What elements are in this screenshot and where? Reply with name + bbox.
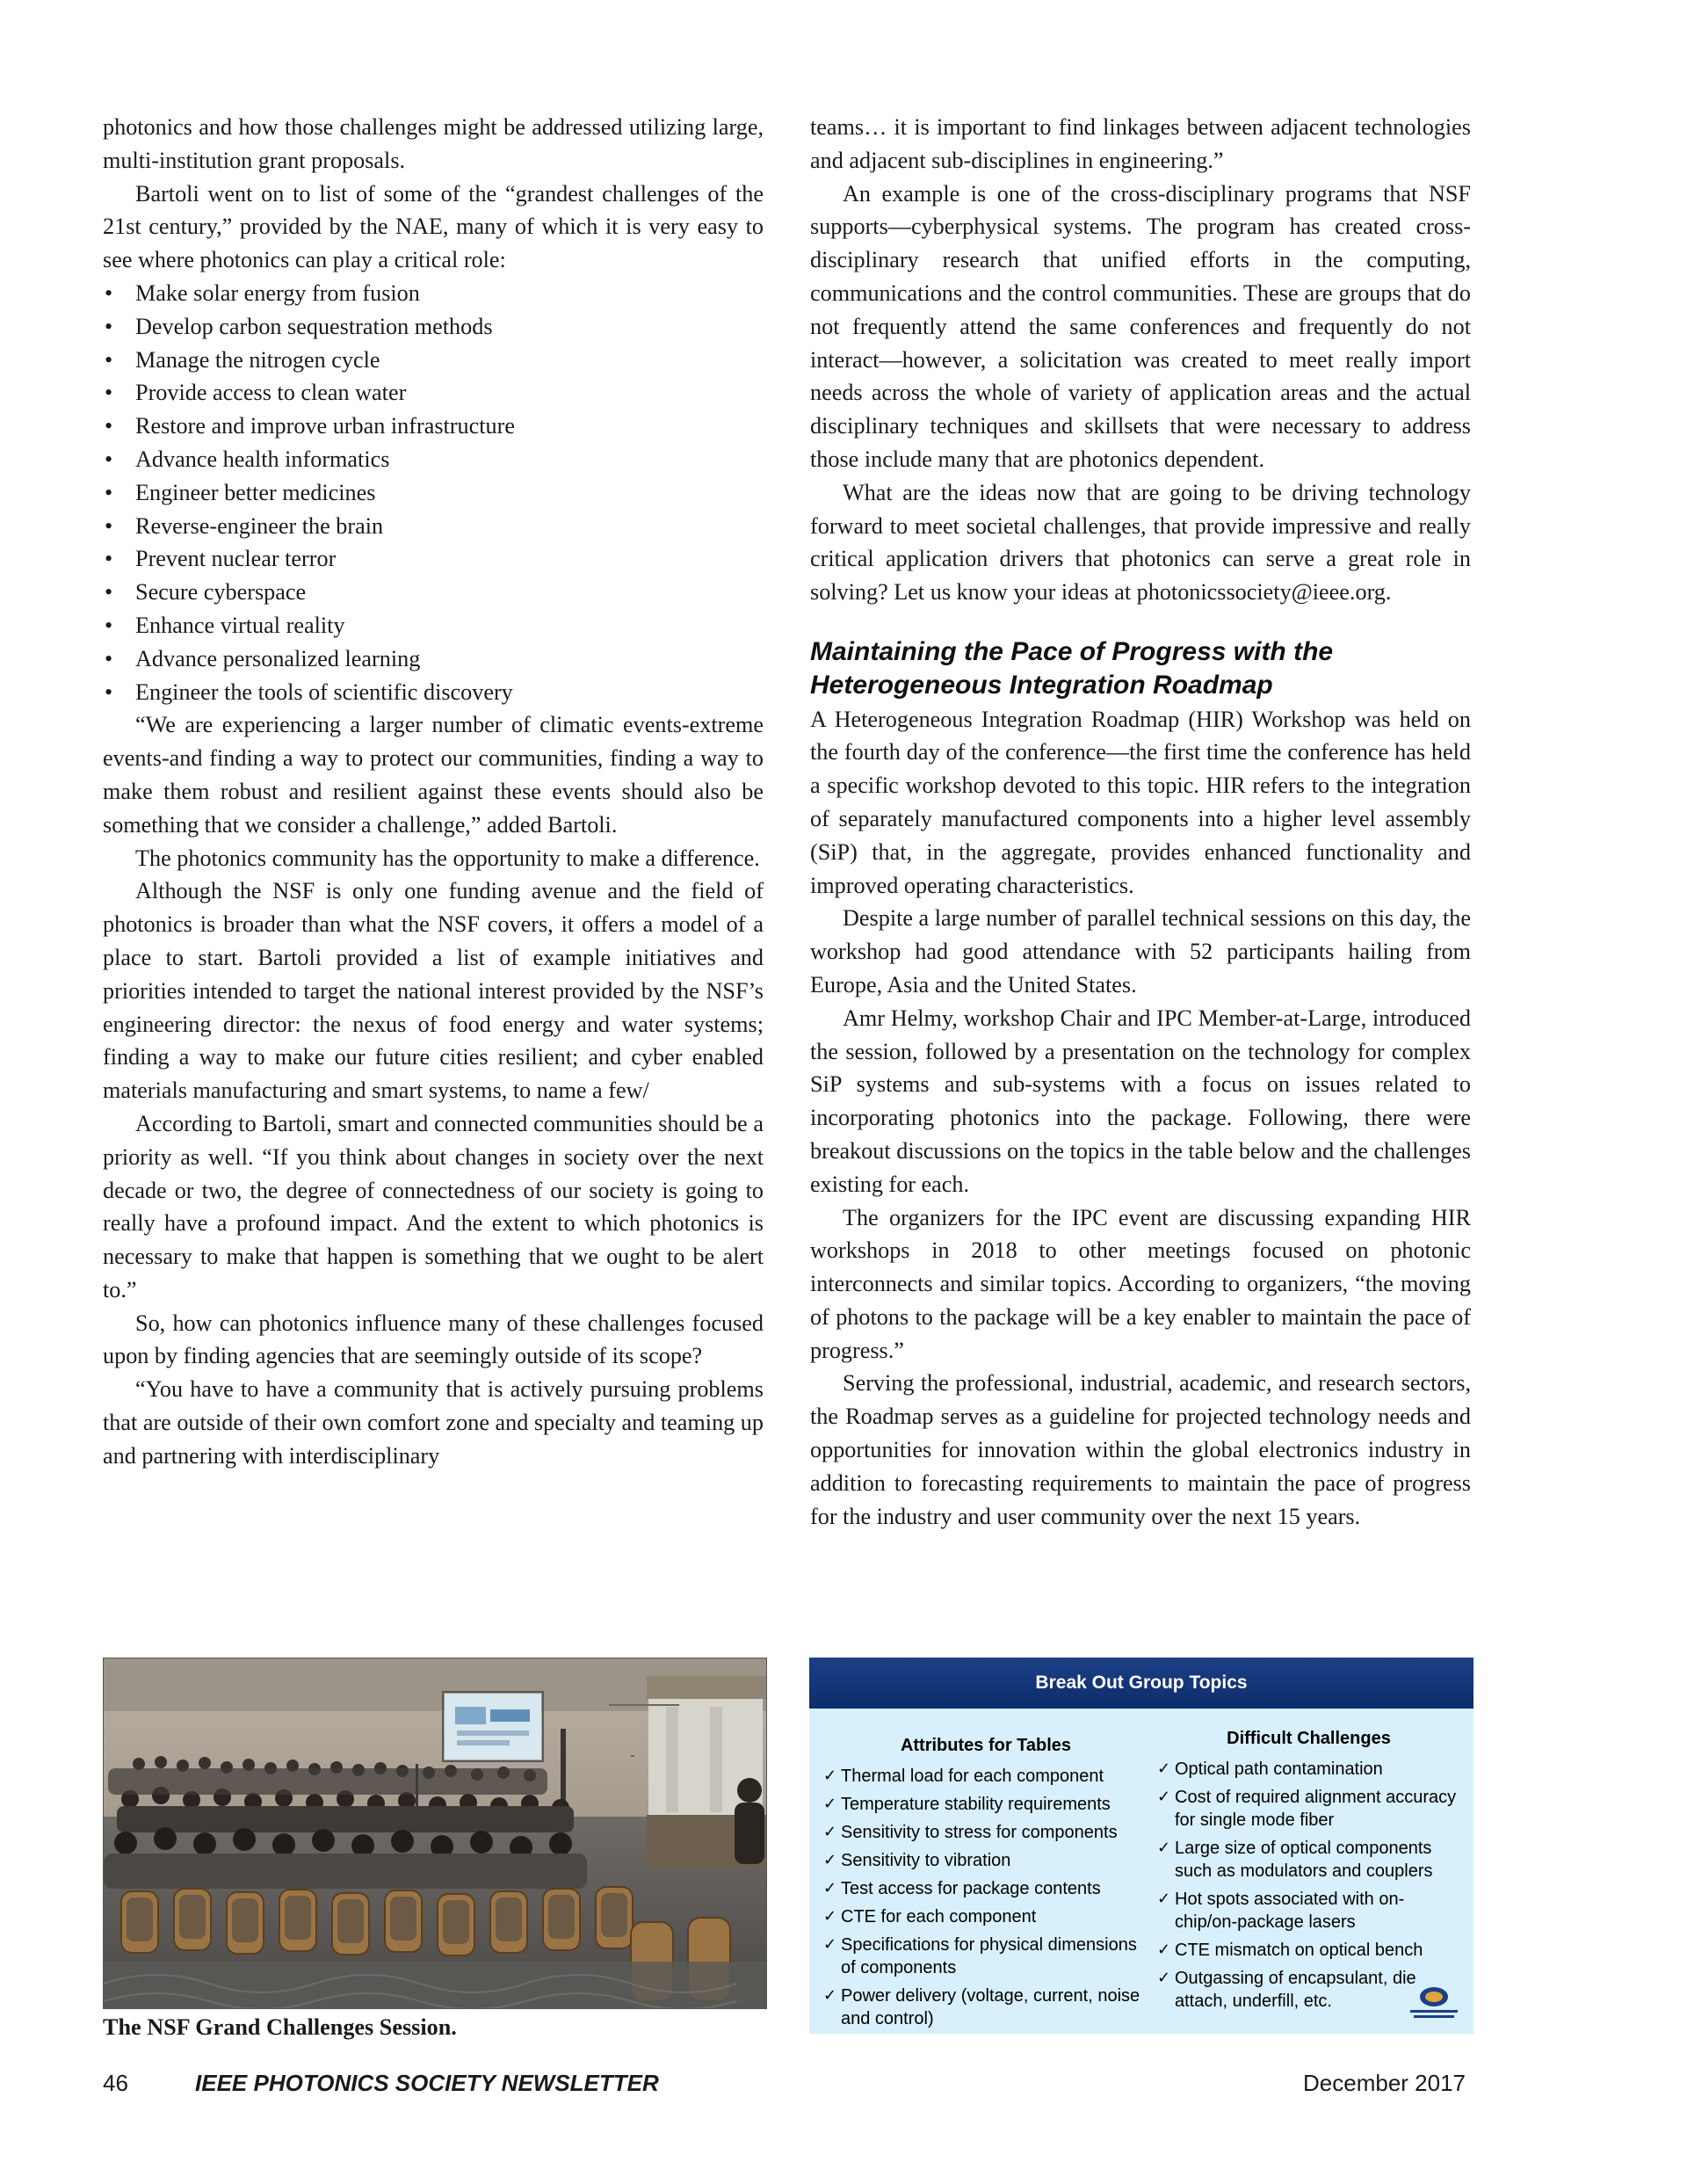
right-column	[810, 111, 1471, 1533]
paragraph: The organizers for the IPC event are discussing expanding HIR workshops in 2018 to other meetings focused on photonic interconnects and similar topics. According to organizers, “the moving of photons to the package will be a key enabler to maintain the pace of progress.”	[810, 1204, 1471, 1363]
paragraph: The photonics community has the opportunity to make a difference.	[135, 845, 760, 871]
list-item: • Provide access to clean water	[103, 376, 764, 410]
list-item: • Reverse-engineer the brain	[103, 510, 764, 543]
paragraph: Although the NSF is only one funding avenue and the field of photonics is broader than what the NSF covers, it offers a model of a place to start. Bartoli provided a list of example initiatives and priorities intended to target the national interest provided by the NSF’s engineering director: the nexus of food energy and water systems; finding a way to make our future cities resilient; and cyber enabled materials manufacturing and smart systems, to name a few/	[103, 878, 764, 1104]
list-item: • Secure cyberspace	[103, 576, 764, 609]
list-item: ✓ Sensitivity to stress for components	[823, 1821, 1148, 1844]
list-item: • Advance personalized learning	[103, 642, 764, 676]
paragraph: Amr Helmy, workshop Chair and IPC Member-at-Large, introduced the session, followed by a presentation on the technology for complex SiP systems and sub-systems with a focus on issues related to incorporating photonics into the package. Following, there were breakout discussions on the topics in the table below and the challenges existing for each.	[810, 1005, 1471, 1197]
list-item: ✓ Test access for package contents	[823, 1877, 1148, 1900]
list-item: ✓ CTE mismatch on optical bench	[1157, 1939, 1460, 1962]
list-item: ✓ Thermal load for each component	[823, 1765, 1148, 1788]
list-item: ✓ Large size of optical components such as modulators and couplers	[1157, 1837, 1460, 1883]
list-item: • Restore and improve urban infrastructure	[103, 410, 764, 443]
list-item: ✓ Hot spots associated with on-chip/on-package lasers	[1157, 1888, 1460, 1934]
list-item: ✓ Power delivery (voltage, current, noise and control)	[823, 1984, 1148, 2030]
challenges-column	[1157, 1728, 1460, 2018]
paragraph: An example is one of the cross-disciplinary programs that NSF supports—cyberphysical systems. The program has created cross-disciplinary research that unified efforts in the computing, communications and the control communities. These are groups that do not frequently attend the same conferences and frequently do not interact—however, a solicitation was created to meet really import needs across the whole of variety of application areas and the actual disciplinary techniques and skillsets that were necessary to address those include many that are photonics dependent.	[810, 180, 1471, 472]
column-header: Attributes for Tables	[900, 1736, 1072, 1755]
paragraph: A Heterogeneous Integration Roadmap (HIR) Workshop was held on the fourth day of the conference—the first time the conference has held a specific workshop devoted to this topic. HIR refers to the integration of separately manufactured components into a higher level assembly (SiP) that, in the aggregate, provides enhanced functionality and improved operating characteristics.	[810, 706, 1471, 898]
paragraph: photonics and how those challenges might be addressed utilizing large, multi-institution grant proposals.	[103, 114, 764, 173]
paragraph: “We are experiencing a larger number of climatic events-extreme events-and finding a way to protect our communities, finding a way to make them robust and resilient against these events should also be something that we consider a challenge,” added Bartoli.	[103, 712, 764, 838]
photo-caption: The NSF Grand Challenges Session.	[103, 2014, 457, 2040]
list-item: ✓ Sensitivity to vibration	[823, 1849, 1148, 1872]
table-title: Break Out Group Topics	[809, 1658, 1473, 1709]
list-item: • Enhance virtual reality	[103, 609, 764, 642]
breakout-topics-table	[809, 1658, 1473, 2034]
list-item: • Make solar energy from fusion	[103, 277, 764, 310]
list-item: • Develop carbon sequestration methods	[103, 310, 764, 344]
conference-photo	[103, 1658, 767, 2009]
list-item: ✓ CTE for each component	[823, 1905, 1148, 1928]
roadmap-logo-icon	[1403, 1981, 1465, 2023]
list-item: ✓ Specifications for physical dimensions of components	[823, 1934, 1148, 1979]
paragraph: So, how can photonics influence many of these challenges focused upon by finding agencies that are seemingly outside of its scope?	[103, 1310, 764, 1369]
list-item: • Engineer the tools of scientific discovery	[103, 676, 764, 709]
audience-illustration	[104, 1658, 766, 2008]
paragraph: Serving the professional, industrial, academic, and research sectors, the Roadmap serves as a guideline for projected technology needs and opportunities for innovation within the global electronics industry in addition to forecasting requirements to maintain the pace of progress for the industry and user community over the next 15 years.	[810, 1370, 1471, 1529]
list-item: • Advance health informatics	[103, 443, 764, 476]
paragraph: According to Bartoli, smart and connected communities should be a priority as well. “If you think about changes in society over the next decade or two, the degree of connectedness of our society is going to really have a profound impact. And the extent to which photonics is necessary to make that happen is something that we ought to be alert to.”	[103, 1110, 764, 1302]
list-item: ✓ Outgassing of encapsulant, die attach, underfill, etc.	[1157, 1967, 1460, 2013]
section-heading: Maintaining the Pace of Progress with the Heterogeneous Integration Roadmap	[810, 636, 1334, 700]
list-item: ✓ Temperature stability requirements	[823, 1793, 1148, 1816]
page-number: 46	[103, 2070, 128, 2096]
list-item: ✓ Cost of required alignment accuracy for single mode fiber	[1157, 1786, 1460, 1832]
grand-challenges-list	[103, 277, 764, 708]
issue-date: December 2017	[1303, 2070, 1466, 2096]
list-item: • Prevent nuclear terror	[103, 542, 764, 576]
list-item: • Engineer better medicines	[103, 476, 764, 510]
paragraph: Despite a large number of parallel technical sessions on this day, the workshop had good attendance with 52 participants hailing from Europe, Asia and the United States.	[810, 905, 1471, 998]
paragraph: teams… it is important to find linkages between adjacent technologies and adjacent sub-disciplines in engineering.”	[810, 114, 1471, 173]
column-header: Difficult Challenges	[1227, 1729, 1391, 1748]
newsletter-name: IEEE PHOTONICS SOCIETY NEWSLETTER	[195, 2070, 659, 2096]
paragraph: “You have to have a community that is actively pursuing problems that are outside of their own comfort zone and specialty and teaming up and partnering with interdisciplinary	[103, 1376, 764, 1469]
list-item: • Manage the nitrogen cycle	[103, 344, 764, 377]
page-footer	[103, 2070, 1473, 2105]
attributes-column	[823, 1728, 1148, 2035]
paragraph: What are the ideas now that are going to be driving technology forward to meet societal challenges, that provide impressive and really critical application drivers that photonics can serve a great role in solving? Let us know your ideas at photonicssociety@ieee.org.	[810, 479, 1471, 606]
paragraph: Bartoli went on to list of some of the “grandest challenges of the 21st century,” provided by the NAE, many of which it is very easy to see where photonics can play a critical role:	[103, 180, 764, 273]
left-column	[103, 111, 764, 1473]
list-item: ✓ Optical path contamination	[1157, 1758, 1460, 1781]
